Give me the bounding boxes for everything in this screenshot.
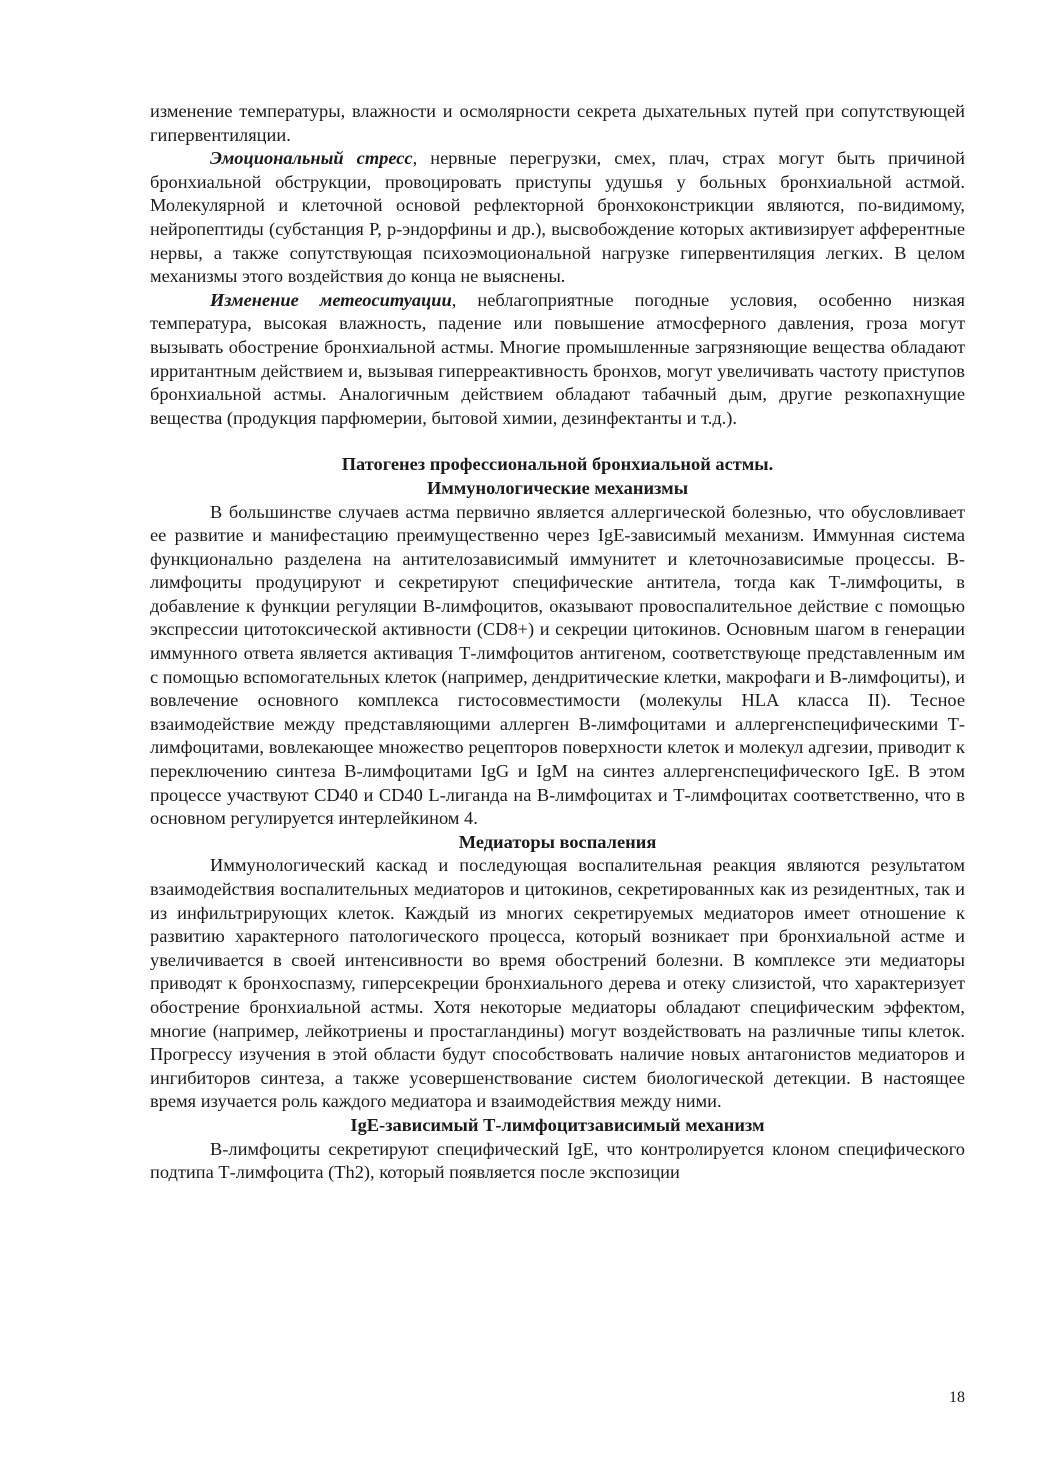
page-number: 18 [949, 1389, 965, 1406]
term-emotional-stress: Эмоциональный стресс [210, 148, 413, 169]
paragraph-mediators: Иммунологический каскад и последующая воспалительная реакция являются результатом взаимодействия воспалительных медиаторов и цитокинов, секретированных как из резидентных, так и из инфильтрирующих клеток. Каждый из многих секретируемых медиаторов имеет отношение к развитию характерного патологического процесса, который возникает при бронхиальной астме и увеличивается в своей интенсивности во время обострений болезни. В комплексе эти медиаторы приводят к бронхоспазму, гиперсекреции бронхиального дерева и отеку слизистой, что характеризует обострение бронхиальной астмы. Хотя некоторые медиаторы обладают специфическим эффектом, многие (например, лейкотриены и простагландины) могут воздействовать на различные типы клеток. Прогрессу изучения в этой области будут способствовать наличие новых антагонистов медиаторов и ингибиторов синтеза, а также усовершенствование систем биологической детекции. В настоящее время изучается роль каждого медиатора и взаимодействия между ними. [150, 855, 965, 1112]
section-heading-pathogenesis: Патогенез профессиональной бронхиальной астмы. [341, 454, 774, 475]
section-heading-ige: IgE-зависимый Т-лимфоцитзависимый механизм [350, 1114, 765, 1135]
section-heading-mediators: Медиаторы воспаления [458, 831, 657, 852]
section-heading-immunological: Иммунологические механизмы [426, 477, 689, 498]
term-weather-change: Изменение метеоситуации [210, 289, 452, 310]
paragraph-text: , нервные перегрузки, смех, плач, страх могут быть причиной бронхиальной обструкции, провоцировать приступы удушья у больных бронхиальной астмой. Молекулярной и клеточной основой рефлекторной бронхоконстрикции являются, по-видимому, нейропептиды (субстанция Р, р-эндорфины и др.), высвобождение которых активизирует афферентные нервы, а также сопутствующая психоэмоциональной нагрузке гипервентиляция легких. В целом механизмы этого воздействия до конца не выяснены. [150, 148, 965, 287]
document-page [150, 100, 965, 1185]
paragraph-immunological: В большинстве случаев астма первично является аллергической болезнью, что обусловливает ее развитие и манифестацию преимущественно через IgE-зависимый механизм. Иммунная система функционально разделена на антителозависимый иммунитет и клеточнозависимые процессы. В-лимфоциты продуцируют и секретируют специфические антитела, тогда как Т-лимфоциты, в добавление к функции регуляции В-лимфоцитов, оказывают провоспалительное действие с помощью экспрессии цитотоксической активности (CD8+) и секреции цитокинов. Основным шагом в генерации иммунного ответа является активация Т-лимфоцитов антигеном, соответствующе представленным им с помощью вспомогательных клеток (например, дендритические клетки, макрофаги и В-лимфоциты), и вовлечение основного комплекса гистосовместимости (молекулы HLA класса II). Тесное взаимодействие между представляющими аллерген В-лимфоцитами и аллергенспецифическими Т-лимфоцитами, вовлекающее множество рецепторов поверхности клеток и молекул адгезии, приводит к переключению синтеза В-лимфоцитами IgG и IgM на синтез аллергенспецифического IgE. В этом процессе участвуют CD40 и CD40 L-лиганда на В-лимфоцитах и Т-лимфоцитах соответственно, что в основном регулируется интерлейкином 4. [150, 501, 965, 829]
paragraph-temperature [150, 100, 965, 147]
paragraph-emotional-stress [150, 147, 965, 289]
paragraph-ige: В-лимфоциты секретируют специфический IgE, что контролируется клоном специфического подтипа Т-лимфоцита (Th2), который появляется после экспозиции [150, 1138, 965, 1183]
paragraph-weather-change [150, 289, 965, 431]
paragraph-text: , неблагоприятные погодные условия, особенно низкая температура, высокая влажность, падение или повышение атмосферного давления, гроза могут вызывать обострение бронхиальной астмы. Многие промышленные загрязняющие вещества обладают ирритантным действием и, вызывая гиперреактивность бронхов, могут увеличивать частоту приступов бронхиальной астмы. Аналогичным действием обладают табачный дым, другие резкопахнущие вещества (продукция парфюмерии, бытовой химии, дезинфектанты и т.д.). [150, 289, 965, 428]
paragraph-text: изменение температуры, влажности и осмолярности секрета дыхательных путей при сопутствующей гипервентиляции. [150, 101, 965, 145]
